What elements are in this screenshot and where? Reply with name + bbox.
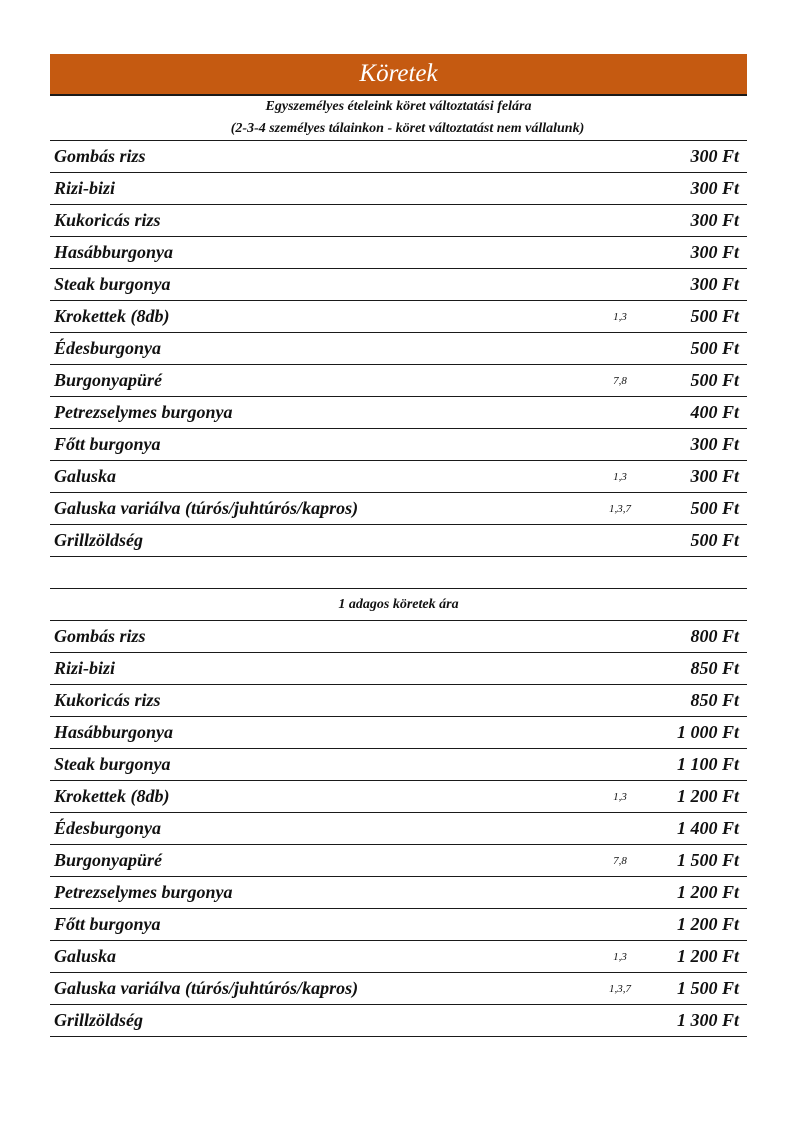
section-divider [50,557,747,589]
item-name: Galuska variálva (túrós/juhtúrós/kapros) [54,498,359,518]
item-name: Krokettek (8db) [54,786,170,806]
menu-row [50,685,747,717]
upcharge-note-line2: (2-3-4 személyes tálainkon - köret változtatást nem vállalunk) [230,121,585,136]
item-name: Főtt burgonya [54,914,161,934]
item-price: 1 400 Ft [676,818,739,838]
item-price: 1 500 Ft [676,978,739,998]
item-name: Főtt burgonya [54,434,161,454]
item-price: 300 Ft [690,178,739,198]
item-name: Rizi-bizi [54,658,116,678]
menu-row [50,941,747,973]
menu-row [50,781,747,813]
menu-row [50,653,747,685]
item-price: 1 100 Ft [676,754,739,774]
menu-row [50,525,747,557]
item-name: Grillzöldség [54,1010,144,1030]
item-price: 850 Ft [690,690,739,710]
item-name: Gombás rizs [54,626,146,646]
item-name: Petrezselymes burgonya [54,402,233,422]
menu-row [50,301,747,333]
menu-row [50,717,747,749]
menu-row [50,397,747,429]
menu-page [50,54,747,1037]
item-price: 500 Ft [690,498,739,518]
item-name: Kukoricás rizs [54,210,161,230]
item-name: Édesburgonya [54,338,162,358]
item-allergens: 7,8 [613,374,627,387]
item-price: 1 200 Ft [676,882,739,902]
menu-row [50,877,747,909]
item-price: 1 200 Ft [676,786,739,806]
item-name: Steak burgonya [54,274,171,294]
menu-row [50,1005,747,1037]
item-price: 1 200 Ft [676,914,739,934]
item-name: Hasábburgonya [54,242,174,262]
menu-row [50,269,747,301]
menu-row [50,973,747,1005]
item-name: Burgonyapüré [54,370,163,390]
menu-row [50,141,747,173]
item-name: Petrezselymes burgonya [54,882,233,902]
item-price: 1 300 Ft [676,1010,739,1030]
item-name: Kukoricás rizs [54,690,161,710]
menu-row [50,493,747,525]
item-allergens: 1,3 [613,310,627,323]
portion-list [50,621,747,1037]
item-allergens: 1,3,7 [609,982,631,995]
item-name: Galuska [54,466,117,486]
item-price: 500 Ft [690,530,739,550]
item-price: 500 Ft [690,370,739,390]
menu-row [50,845,747,877]
item-price: 500 Ft [690,306,739,326]
item-price: 300 Ft [690,210,739,230]
item-name: Galuska variálva (túrós/juhtúrós/kapros) [54,978,359,998]
menu-row [50,333,747,365]
menu-row [50,461,747,493]
menu-row [50,237,747,269]
menu-row [50,621,747,653]
portion-header: 1 adagos köretek ára [50,589,747,621]
item-price: 850 Ft [690,658,739,678]
upcharge-list [50,141,747,557]
item-name: Steak burgonya [54,754,171,774]
item-price: 1 200 Ft [676,946,739,966]
menu-row [50,205,747,237]
upcharge-note-line1: Egyszemélyes ételeink köret változtatási felára [265,99,532,114]
item-allergens: 1,3,7 [609,502,631,515]
item-name: Édesburgonya [54,818,162,838]
item-name: Galuska [54,946,117,966]
item-allergens: 1,3 [613,470,627,483]
item-allergens: 7,8 [613,854,627,867]
menu-row [50,909,747,941]
item-name: Rizi-bizi [54,178,116,198]
item-price: 300 Ft [690,434,739,454]
item-price: 300 Ft [690,274,739,294]
item-price: 1 500 Ft [676,850,739,870]
item-price: 1 000 Ft [676,722,739,742]
item-price: 300 Ft [690,466,739,486]
upcharge-note [50,96,747,141]
item-name: Burgonyapüré [54,850,163,870]
item-price: 300 Ft [690,146,739,166]
item-price: 800 Ft [690,626,739,646]
menu-row [50,365,747,397]
item-name: Krokettek (8db) [54,306,170,326]
item-price: 500 Ft [690,338,739,358]
title-bar [50,54,747,96]
item-name: Gombás rizs [54,146,146,166]
page-title: Köretek [359,60,438,87]
item-name: Hasábburgonya [54,722,174,742]
menu-row [50,813,747,845]
menu-row [50,429,747,461]
item-price: 300 Ft [690,242,739,262]
menu-row [50,173,747,205]
item-price: 400 Ft [690,402,739,422]
item-allergens: 1,3 [613,790,627,803]
item-name: Grillzöldség [54,530,144,550]
item-allergens: 1,3 [613,950,627,963]
menu-row [50,749,747,781]
